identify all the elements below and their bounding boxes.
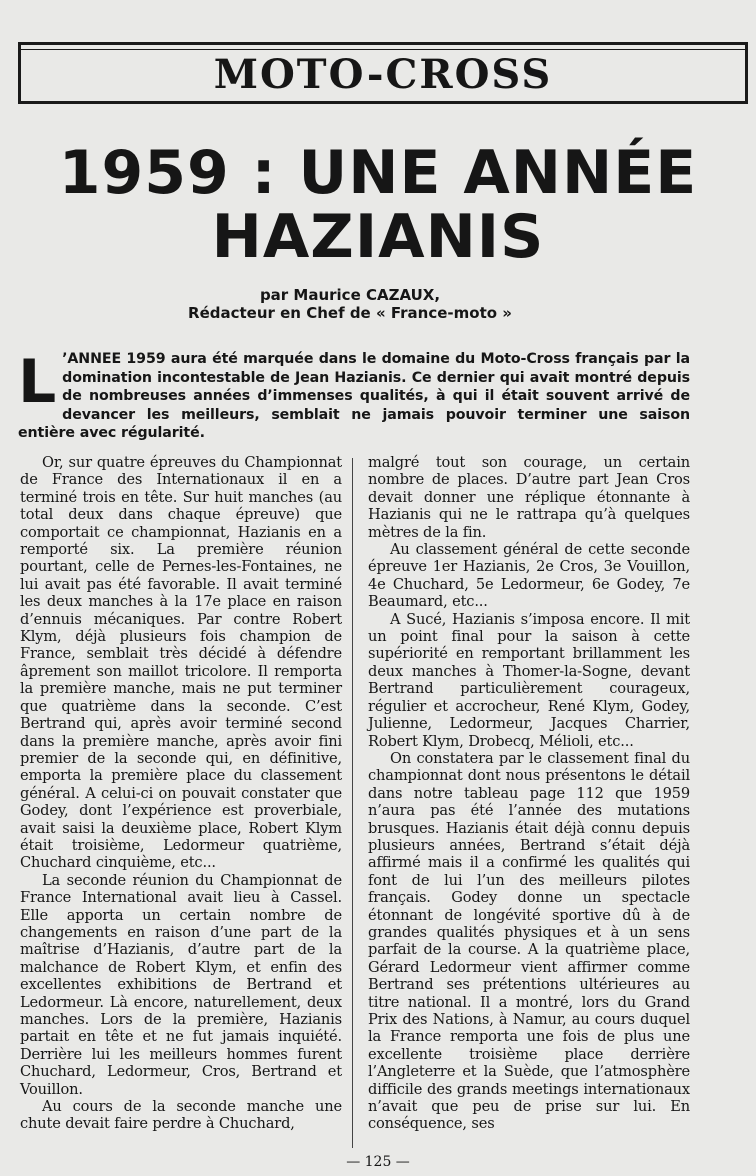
section-header-box — [18, 42, 748, 104]
page-number: — 125 — — [346, 1154, 410, 1170]
right-paragraph-3: A Sucé, Hazianis s’imposa encore. Il mit un point final pour la saison à cette supériorité en remportant brillamment les deux manches à Thomer-la-Sogne, devant Bertrand particulièrement courageux, régulier et accrocheur, René Klym, Godey, Julienne, Ledormeur, Jacques Charrier, Robert Klym, Drobecq, Mélioli, etc... — [368, 610, 690, 750]
right-paragraph-1: malgré tout son courage, un certain nombre de places. D’autre part Jean Cros devait donner une réplique étonnante à Hazianis qui ne le rattrapa qu’à quelques mètres de la fin. — [368, 454, 690, 541]
left-column — [20, 454, 342, 1133]
right-paragraph-2: Au classement général de cette seconde épreuve 1er Hazianis, 2e Cros, 3e Vouillon, 4e Chuchard, 5e Ledormeur, 6e Godey, 7e Beaumard, etc... — [368, 541, 690, 611]
headline-line-2: HAZIANIS — [211, 202, 545, 272]
lead-text: ’ANNEE 1959 aura été marquée dans le domaine du Moto-Cross français par la domination incontestable de Jean Hazianis. Ce dernier qui avait montré depuis de nombreuses années d’immenses qualités, à qui il était souvent arrivé de devancer les meilleurs, semblait ne jamais pouvoir terminer une saison entière avec régularité. — [18, 351, 690, 442]
left-paragraph-2: La seconde réunion du Championnat de France International avait lieu à Cassel. Elle apporta un certain nombre de changements en raison d’une part de la maîtrise d’Hazianis, d’autre part de la malchance de Robert Klym, et enfin des excellentes exhibitions de Bertrand et Ledormeur. Là encore, naturellement, deux manches. Lors de la première, Hazianis partait en tête et ne fut jamais inquiété. Derrière lui les meilleurs hommes furent Chuchard, Ledormeur, Cros, Bertrand et Vouillon. — [20, 871, 342, 1098]
left-paragraph-3: Au cours de la seconde manche une chute devait faire perdre à Chuchard, — [20, 1098, 342, 1133]
right-column — [368, 454, 690, 1133]
section-title: MOTO-CROSS — [213, 51, 553, 98]
right-paragraph-4: On constatera par le classement final du championnat dont nous présentons le détail dans notre tableau page 112 que 1959 n’aura pas été l’année des mutations brusques. Hazianis était déjà connu depuis plusieurs années, Bertrand s’était déjà affirmé mais il a confirmé les qualités qui font de lui l’un des meilleurs pilotes français. Godey donne un spectacle étonnant de longévité sportive dû à de grandes qualités physiques et à un sens parfait de la course. A la quatrième place, Gérard Ledormeur vient affirmer comme Bertrand ses prétentions ultérieures au titre national. Il a montré, lors du Grand Prix des Nations, à Namur, au cours duquel la France remporta une fois de plus une excellente troisième place derrière l’Angleterre et la Suède, que l’atmosphère difficile des grands meetings internationaux n’avait que peu de prise sur lui. En conséquence, ses — [368, 749, 690, 1133]
byline-author: par Maurice CAZAUX, — [259, 286, 441, 304]
lead-paragraph — [18, 347, 690, 443]
left-paragraph-1: Or, sur quatre épreuves du Championnat de France des Internationaux il en a terminé trois en tête. Sur huit manches (au total deux dans chaque épreuve) que comportait ce championnat, Hazianis en a remporté six. La première réunion pourtant, celle de Pernes-les-Fontaines, ne lui avait pas été favorable. Il avait terminé les deux manches à la 17e place en raison d’ennuis mécaniques. Par contre Robert Klym, déjà plusieurs fois champion de France, semblait très décidé à défendre âprement son maillot tricolore. Il remporta la première manche, mais ne put terminer que quatrième dans la seconde. C’est Bertrand qui, après avoir terminé second dans la première manche, après avoir fini premier de la seconde qui, en définitive, emporta la première place du classement général. A celui-ci on pouvait constater que Godey, dont l’expérience est proverbiale, avait saisi la deuxième place, Robert Klym était troisième, Ledormeur quatrième, Chuchard cinquième, etc... — [20, 454, 342, 872]
byline-role: Rédacteur en Chef de « France-moto » — [188, 304, 512, 322]
headline-line-1: 1959 : UNE ANNÉE — [58, 138, 698, 208]
drop-cap: L — [18, 347, 57, 417]
header-inner-rule — [21, 49, 745, 50]
column-divider — [352, 458, 353, 1148]
